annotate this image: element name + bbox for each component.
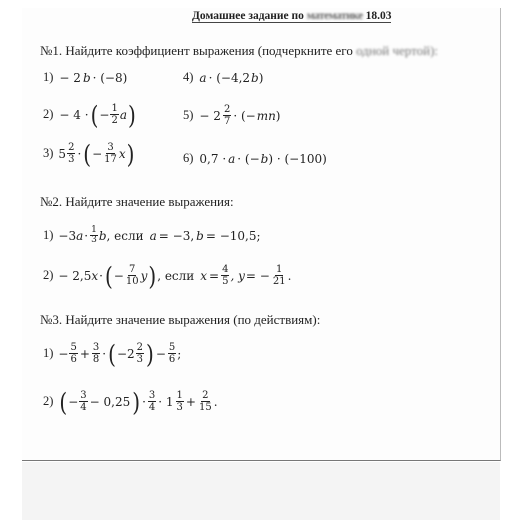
task1-item-6: 6) 0,7 · a · (− b ) · (−100) bbox=[183, 151, 327, 166]
task1-item-3: 3) 5 $\frac{2}{3}$ · ( − $\frac{3}{17}$ x ) bbox=[43, 138, 135, 169]
title-blurred-word: математике bbox=[306, 10, 363, 22]
fraction: $\frac{4}{5}$ bbox=[222, 264, 229, 287]
page-title: Домашнее задание по математике 18.03 bbox=[192, 10, 392, 22]
fraction: $\frac{3}{8}$ bbox=[92, 342, 100, 365]
fraction: $\frac{1}{2}$ bbox=[111, 103, 118, 126]
fraction: $\frac{1}{3}$ bbox=[176, 390, 183, 413]
task2-heading: №2. Найдите значение выражения: bbox=[40, 194, 234, 209]
task3-item-1: 1) − $\frac{5}{6}$ + $\frac{3}{8}$ · ( −2 $\frac{2}{3}$ ) − $\frac{5}{6}$ ; bbox=[43, 338, 182, 369]
fraction: $\frac{2}{3}$ bbox=[68, 142, 75, 165]
fraction: $\frac{3}{4}$ bbox=[148, 390, 156, 413]
task1-item-5: 5) − 2 $\frac{2}{7}$ · (− mn ) bbox=[183, 104, 281, 127]
task3-item-2: 2) ( − $\frac{3}{4}$ − 0,25 ) · $\frac{3}{4}$ · 1 $\frac{1}{3}$ + $\frac{2}{15}$ . bbox=[43, 386, 218, 417]
fraction: $\frac{1}{21}$ bbox=[272, 264, 286, 287]
title-underline bbox=[192, 22, 391, 23]
page-margin bbox=[22, 462, 500, 520]
task2-item-2: 2) − 2,5 x · ( − $\frac{7}{10}$ y ) , если x = $\frac{4}{5}$ , y = − $\frac{1}{21}$ . bbox=[43, 260, 292, 291]
task1-item-1: 1) − 2 b · (−8) bbox=[43, 70, 128, 85]
task1-heading: №1. Найдите коэффициент выражения (подчеркните его одной чертой): bbox=[40, 43, 439, 58]
fraction: $\frac{7}{10}$ bbox=[125, 264, 139, 287]
fraction: $\frac{2}{3}$ bbox=[136, 342, 144, 365]
fraction: $\frac{5}{6}$ bbox=[70, 342, 77, 365]
fraction: $\frac{5}{6}$ bbox=[168, 342, 176, 365]
fraction: $\frac{1}{3}$ bbox=[91, 225, 97, 245]
fraction: $\frac{2}{15}$ bbox=[198, 390, 212, 413]
task1-item-4: 4) a · (−4,2 b ) bbox=[183, 70, 264, 85]
task3-heading: №3. Найдите значение выражения (по действиям): bbox=[40, 312, 321, 327]
task2-item-1: 1) −3 a · $\frac{1}{3}$ b , если a = −3, b = −10,5; bbox=[43, 225, 261, 245]
task1-item-2: 2) − 4 · ( − $\frac{1}{2}$ a ) bbox=[43, 99, 136, 130]
fraction: $\frac{3}{4}$ bbox=[80, 390, 87, 413]
fraction: $\frac{3}{17}$ bbox=[104, 142, 117, 165]
fraction: $\frac{2}{7}$ bbox=[223, 104, 231, 127]
